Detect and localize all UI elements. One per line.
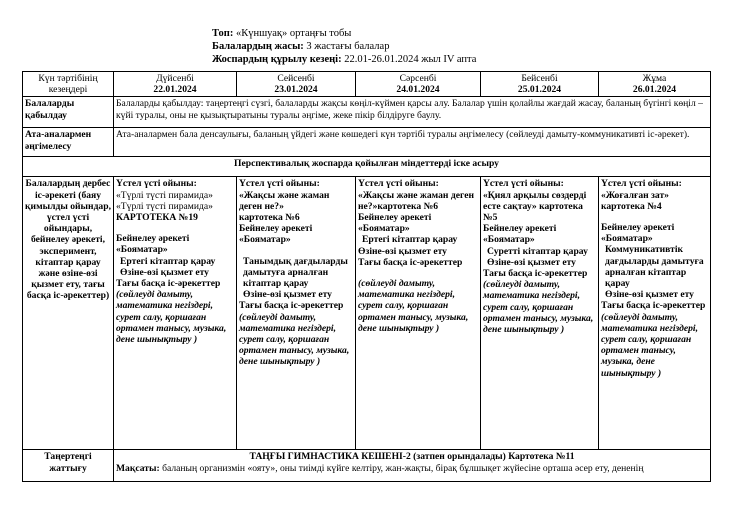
row-label-activities: Балалардың дербес іс-әрекеті (баяу қимылды ойындар, үстел үсті ойындары, бейнелеу әрекеті, эксперимент, кітаптар қарау және өзіне-өзі қызмет ету, тағы басқа іс-әрекеттер): [23, 177, 114, 450]
age-line: Балалардың жасы: 3 жастағы балалар: [212, 41, 390, 52]
row-label-parents: Ата-аналармен әңгімелесу: [23, 128, 114, 157]
header-cell-monday: Дүйсенбі 22.01.2024: [114, 72, 237, 97]
row-label-morning-exercise: Таңертеңгі жаттығу: [23, 450, 114, 482]
exercise-title: ТАҢҒЫ ГИМНАСТИКА КЕШЕНІ-2 (затпен орындалады) Картотека №11: [249, 451, 575, 463]
row-label-greeting: Балаларды қабылдау: [23, 97, 114, 128]
header-cell-friday: Жұма 26.01.2024: [599, 72, 711, 97]
period-line: Жоспардың құрылу кезеңі: 22.01-26.01.2024 жыл IV апта: [212, 54, 477, 65]
header-cell-stages: Күн тәртібінің кезеңдері: [23, 72, 114, 97]
activity-cell-tuesday: Үстел үсті ойыны: «Жақсы және жаман деген не?» картотека №6 Бейнелеу әрекеті «Бояматар» Танымдық дағдыларды дамытуға арналған кітаптар қарау Өзіне-өзі қызмет ету Тағы басқа іс-әрекеттер (сөйлеуді дамыту, математика негіздері, сурет салу, қоршаған ортамен танысу, музыка, дене шынықтыру ): [237, 177, 356, 450]
activity-cell-wednesday: Үстел үсті ойыны: «Жақсы және жаман деген не?»картотека №6 Бейнелеу әрекеті «Бояматар» Ертегі кітаптар қарау Өзіне-өзі қызмет ету Тағы басқа іс-әрекеттер (сөйлеуді дамыту, математика негіздері, сурет салу, қоршаған ортамен танысу, музыка, дене шынықтыру ): [356, 177, 481, 450]
table-row-parents: [23, 128, 711, 157]
morning-exercise-content: [114, 450, 711, 482]
activity-cell-monday: Үстел үсті ойыны: «Түрлі түсті пирамида» «Түрлі түсті пирамида» КАРТОТЕКА №19 Бейнелеу әрекеті «Бояматар» Ертегі кітаптар қарау Өзіне-өзі қызмет ету Тағы басқа іс-әрекеттер (сөйлеуді дамыту, математика негіздері, сурет салу, қоршаған ортамен танысу, музыка, дене шынықтыру ): [114, 177, 237, 450]
greeting-text: Балаларды қабылдау: таңертеңгі сүзгі, балаларды жақсы көңіл-күймен қарсы алу. Балалар үшін қолайлы жағдай жасау, баланың бүгінгі көңіл – күйі туралы, оны не қызықтыратыны туралы әңгіме, жеке пікір білдіруге баулу.: [114, 97, 711, 128]
parents-text: Ата-аналармен бала денсаулығы, баланың үйдегі және көшедегі күн тәртібі туралы әңгімелесу (сөйлеуді дамыту-коммуникативті іс-әрекет).: [114, 128, 711, 157]
table-header-row: [23, 72, 711, 97]
table-row-activities: [23, 177, 711, 450]
activity-cell-friday: Үстел үсті ойыны: «Жоғалған зат» картотека №4 Бейнелеу әрекеті «Бояматар» Коммуникативтік дағдыларды дамытуға арналған кітаптар қарау Өзіне-өзі қызмет ету Тағы басқа іс-әрекеттер (сөйлеуді дамыту, математика негіздері, сурет салу, қоршаған ортамен танысу, музыка, дене шынықтыру ): [599, 177, 711, 450]
activity-cell-thursday: Үстел үсті ойыны: «Қиял арқылы сөздерді есте сақтау» картотека №5 Бейнелеу әрекеті «Бояматар» Суретті кітаптар қарау Өзіне-өзі қызмет ету Тағы басқа іс-әрекеттер (сөйлеуді дамыту, математика негіздері, сурет салу, қоршаған ортамен танысу, музыка, дене шынықтыру ): [481, 177, 599, 450]
group-line: Топ: «Күншуақ» ортаңғы тобы: [212, 28, 352, 39]
header-cell-tuesday: Сейсенбі 23.01.2024: [237, 72, 356, 97]
plan-header: [212, 27, 476, 66]
table-row-perspective: [23, 157, 711, 177]
exercise-goal: Мақсаты: баланың организмін «ояту», оны тиімді күйге келтіру, жан-жақты, бірақ бұлшықет жүйесіне орташа әсер ету, дененің: [116, 462, 644, 474]
header-cell-thursday: Бейсенбі 25.01.2024: [481, 72, 599, 97]
table-row-greeting: [23, 97, 711, 128]
perspective-title: Перспективалық жоспарда қойылған міндеттерді іске асыру: [23, 157, 711, 177]
header-cell-wednesday: Сәрсенбі 24.01.2024: [356, 72, 481, 97]
table-row-morning-exercise: [23, 450, 711, 482]
weekly-plan-table: [22, 71, 711, 482]
